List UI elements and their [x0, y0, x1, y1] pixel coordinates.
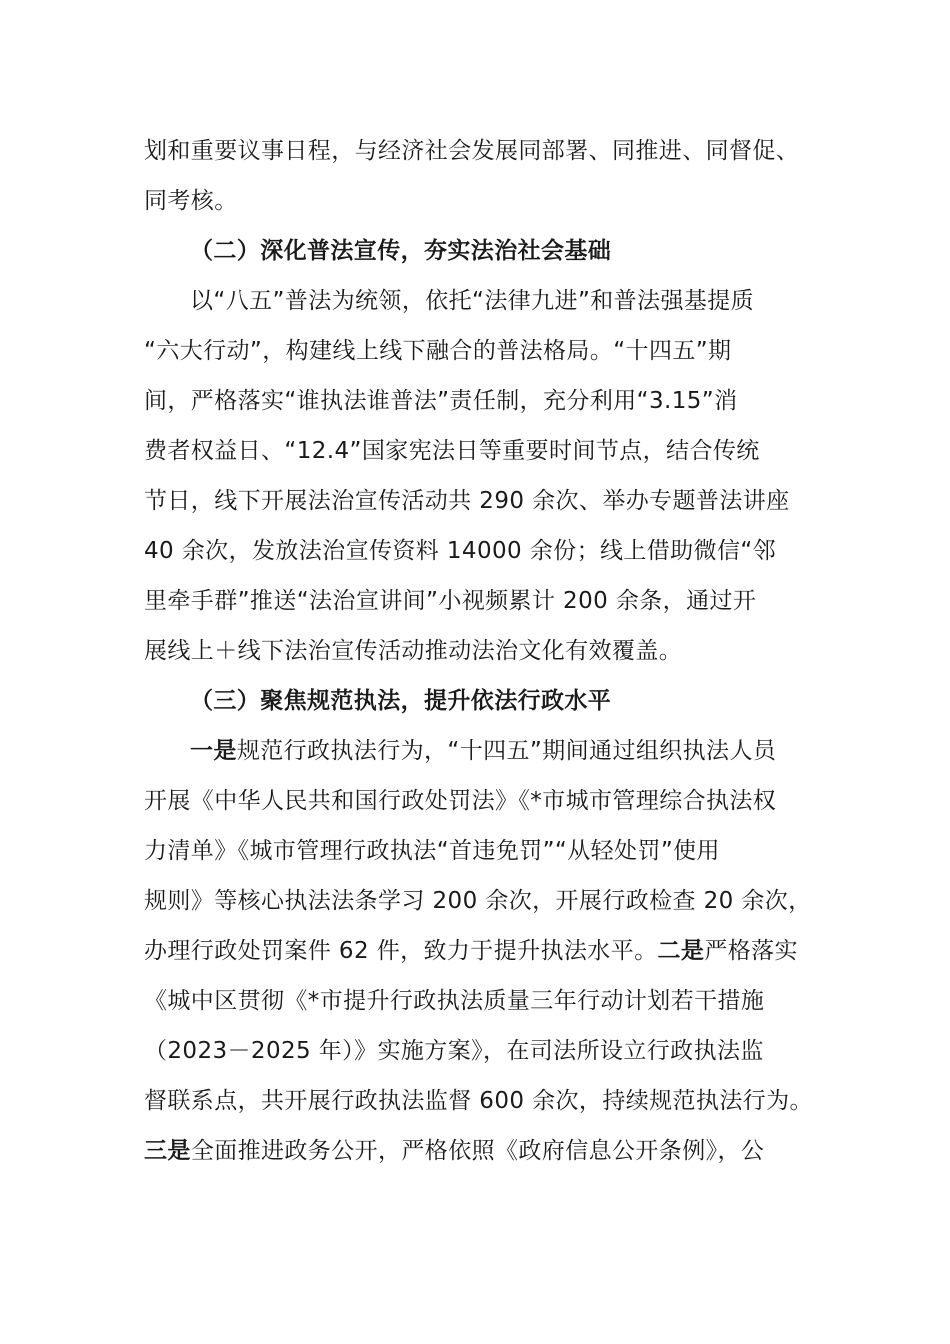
body-line: [144, 1126, 810, 1176]
body-line: [144, 926, 810, 976]
body-text: 全面推进政务公开，严格依照《政府信息公开条例》，公: [190, 1138, 765, 1164]
section-heading-3: （三）聚焦规范执法，提升依法行政水平: [190, 688, 612, 714]
body-line: 40 余次，发放法治宣传资料 14000 余份；线上借助微信“邻: [144, 538, 777, 564]
body-line: 费者权益日、“12.4”国家宪法日等重要时间节点，结合传统: [144, 438, 760, 464]
point-one-lead: 一是: [190, 738, 237, 764]
body-line: 节日，线下开展法治宣传活动共 290 余次、举办专题普法讲座: [144, 488, 790, 514]
body-line: 督联系点，共开展行政执法监督 600 余次，持续规范执法行为。: [144, 1088, 813, 1114]
point-two-lead: 二是: [657, 938, 705, 964]
body-text: 规范行政执法行为，“十四五”期间通过组织执法人员: [236, 738, 777, 764]
body-line: 开展《中华人民共和国行政处罚法》《*市城市管理综合执法权: [144, 788, 777, 814]
body-line: “六大行动”，构建线上线下融合的普法格局。“十四五”期: [144, 338, 732, 364]
paragraph-start: [144, 726, 810, 776]
body-line: 力清单》《城市管理行政执法“首违免罚”“从轻处罚”使用: [144, 838, 720, 864]
body-text: 办理行政处罚案件 62 件，致力于提升执法水平。: [144, 938, 658, 964]
paragraph-start: 以“八五”普法为统领，依托“法律九进”和普法强基提质: [190, 288, 755, 314]
section-heading-2: （二）深化普法宣传，夯实法治社会基础: [190, 238, 612, 264]
body-line: 里牵手群”推送“法治宣讲间”小视频累计 200 余条，通过开: [144, 588, 757, 614]
body-line: 间，严格落实“谁执法谁普法”责任制，充分利用“3.15”消: [144, 388, 738, 414]
body-text: 严格落实: [704, 938, 798, 964]
body-line: （2023－2025 年）》实施方案》，在司法所设立行政执法监: [144, 1038, 764, 1064]
point-three-lead: 三是: [144, 1138, 191, 1164]
body-line: 展线上＋线下法治宣传活动推动法治文化有效覆盖。: [144, 638, 683, 664]
document-body: [144, 126, 813, 1176]
body-line: 《城中区贯彻《*市提升行政执法质量三年行动计划若干措施: [144, 988, 765, 1014]
body-line: 划和重要议事日程，与经济社会发展同部署、同推进、同督促、: [144, 138, 800, 164]
body-line: 同考核。: [144, 188, 238, 214]
body-line: 规则》等核心执法法条学习 200 余次，开展行政检查 20 余次，: [144, 888, 812, 914]
